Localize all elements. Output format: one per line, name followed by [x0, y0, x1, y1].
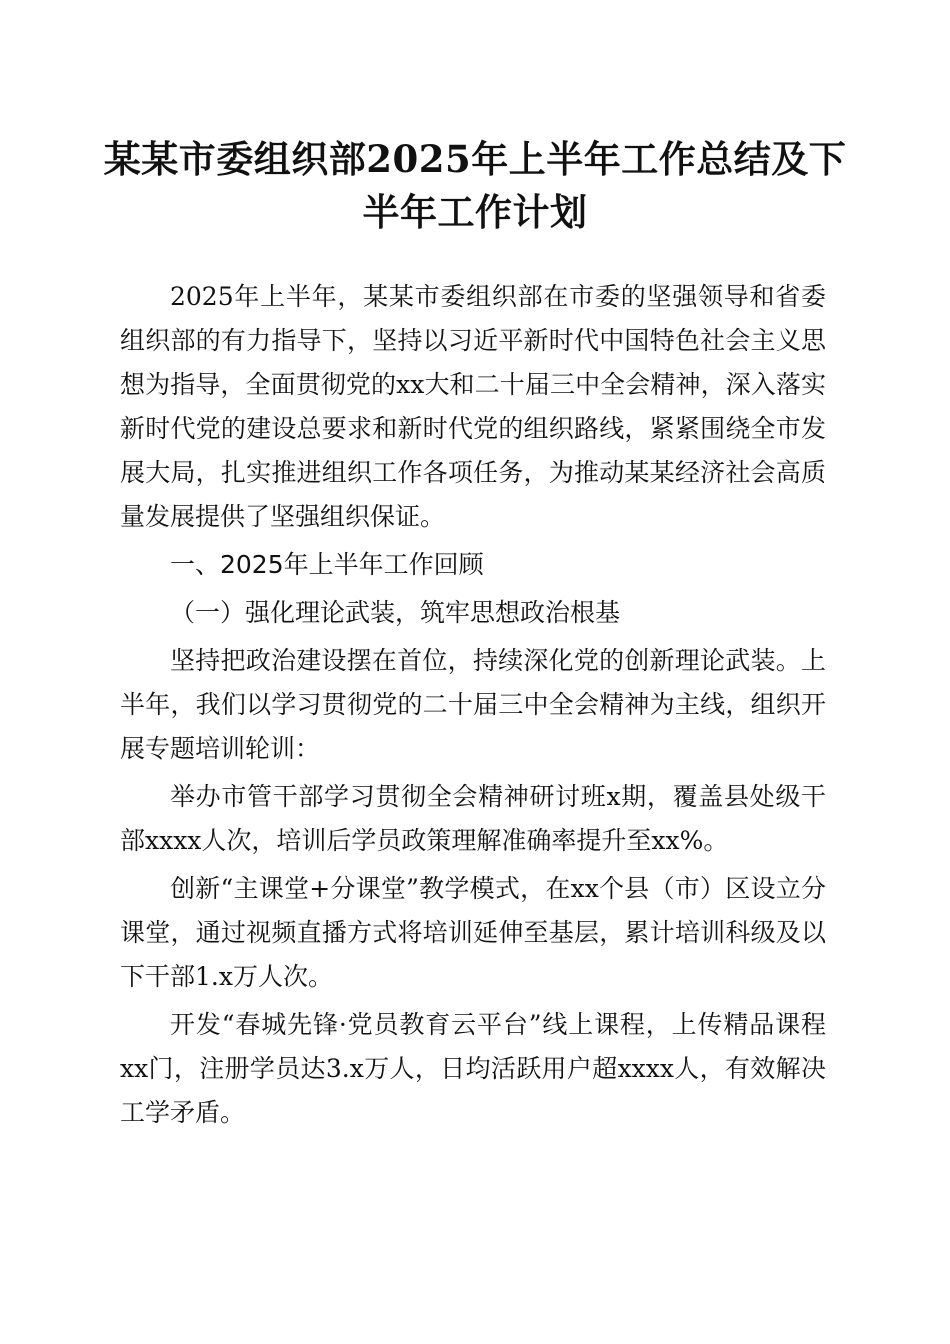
title-line-1: 某某市委组织部2025年上半年工作总结及下 — [103, 137, 847, 181]
section-heading: 一、2025年上半年工作回顾 — [170, 550, 484, 579]
paragraph-seminar: 举办市管干部学习贯彻全会精神研讨班x期，覆盖县处级干部xxxx人次，培训后学员政策理解准确率提升至xx%。 — [120, 782, 826, 855]
title-line-2: 半年工作计划 — [362, 190, 588, 234]
paragraph-cloud-platform: 开发“春城先锋·党员教育云平台”线上课程，上传精品课程xx门，注册学员达3.x万人，日均活跃用户超xxxx人，有效解决工学矛盾。 — [120, 1010, 826, 1127]
intro-paragraph: 2025年上半年，某某市委组织部在市委的坚强领导和省委组织部的有力指导下，坚持以习近平新时代中国特色社会主义思想为指导，全面贯彻党的xx大和二十届三中全会精神，深入落实新时代党的建设总要求和新时代党的组织路线，紧紧围绕全市发展大局，扎实推进组织工作各项任务，为推动某某经济社会高质量发展提供了坚强组织保证。 — [120, 282, 826, 531]
document-body — [120, 275, 826, 1135]
subsection-heading: （一）强化理论武装，筑牢思想政治根基 — [170, 598, 621, 627]
paragraph-classroom-model: 创新“主课堂+分课堂”教学模式，在xx个县（市）区设立分课堂，通过视频直播方式将培训延伸至基层，累计培训科级及以下干部1.x万人次。 — [120, 874, 826, 991]
paragraph-theory-arming: 坚持把政治建设摆在首位，持续深化党的创新理论武装。上半年，我们以学习贯彻党的二十届三中全会精神为主线，组织开展专题培训轮训： — [120, 646, 826, 763]
document-title — [100, 133, 850, 239]
